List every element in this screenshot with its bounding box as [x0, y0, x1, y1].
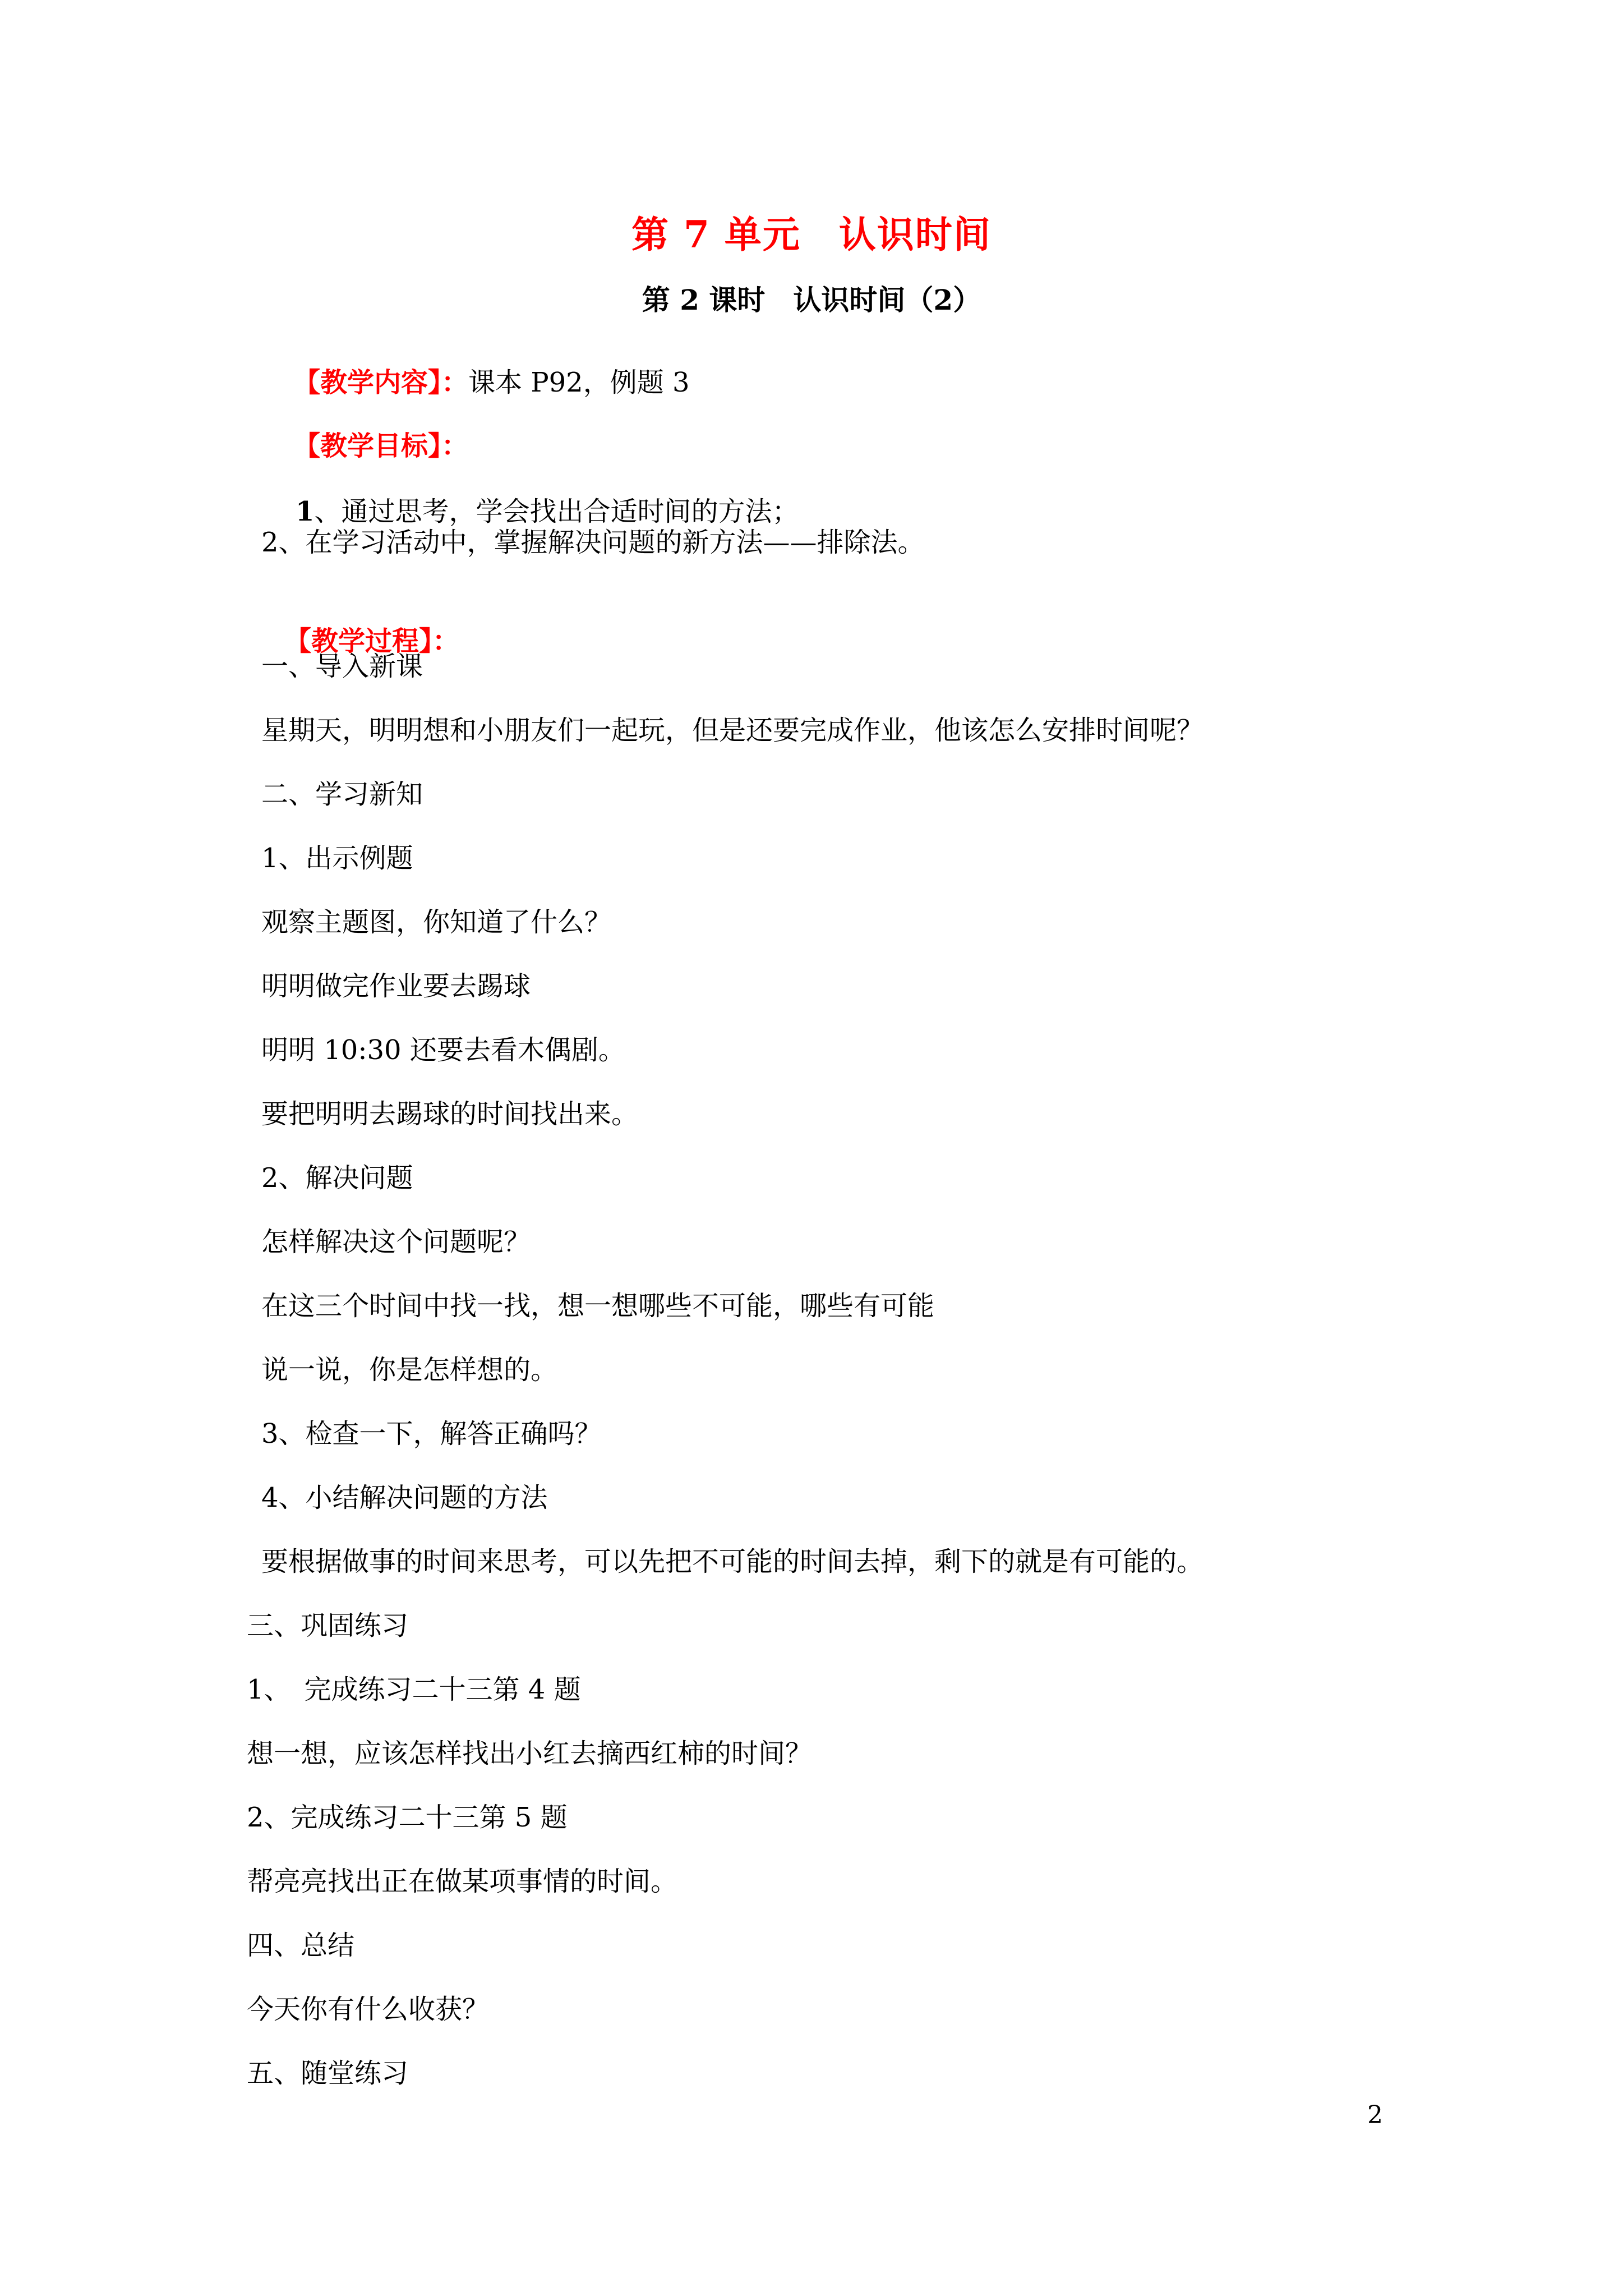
teaching-content-line: 【教学内容】：课本 P92，例题 3	[293, 367, 690, 398]
list-item: 明明做完作业要去踢球	[261, 970, 531, 1002]
list-item: 2、解决问题	[261, 1162, 413, 1194]
list-item: 四、总结	[247, 1930, 355, 1961]
list-item: 2、完成练习二十三第 5 题	[247, 1802, 568, 1833]
lesson-subtitle: 第 2 课时 认识时间（2）	[642, 283, 981, 316]
goal-item-2: 2、在学习活动中，掌握解决问题的新方法——排除法。	[261, 527, 925, 558]
list-item: 说一说，你是怎样想的。	[261, 1354, 558, 1386]
list-item: 明明 10:30 还要去看木偶剧。	[261, 1034, 625, 1066]
list-item: 五、随堂练习	[247, 2058, 409, 2089]
list-item: 1、 完成练习二十三第 4 题	[247, 1674, 581, 1705]
list-item: 怎样解决这个问题呢？	[261, 1226, 531, 1258]
list-item: 三、巩固练习	[247, 1610, 409, 1641]
list-item: 4、小结解决问题的方法	[261, 1482, 548, 1513]
list-item: 想一想，应该怎样找出小红去摘西红柿的时间？	[247, 1738, 813, 1769]
list-item: 3、检查一下，解答正确吗？	[261, 1418, 602, 1450]
teaching-goals-label: 【教学目标】	[293, 430, 442, 462]
page-number: 2	[1367, 2101, 1383, 2129]
list-item: 今天你有什么收获？	[247, 1994, 490, 2025]
list-item: 要把明明去踢球的时间找出来。	[261, 1098, 639, 1130]
list-item: 1、出示例题	[261, 843, 413, 874]
page-title: 第 7 单元 认识时间	[631, 213, 992, 256]
goal-1-text: 、通过思考，学会找出合适时间的方法；	[314, 496, 799, 527]
teaching-goals-line: 【教学目标】：	[293, 430, 469, 462]
list-item: 二、学习新知	[261, 779, 423, 810]
teaching-content-label: 【教学内容】	[293, 367, 442, 398]
teaching-process-label: 【教学过程】：	[284, 625, 460, 657]
list-item: 在这三个时间中找一找，想一想哪些不可能，哪些有可能	[261, 1290, 935, 1322]
list-item: 观察主题图，你知道了什么？	[261, 907, 612, 938]
goal-1-number: 1	[296, 496, 315, 527]
teaching-content-text: 课本 P92，例题 3	[468, 367, 690, 398]
list-item: 星期天，明明想和小朋友们一起玩，但是还要完成作业，他该怎么安排时间呢？	[261, 715, 1204, 746]
list-item: 一、导入新课	[261, 651, 423, 682]
list-item: 要根据做事的时间来思考，可以先把不可能的时间去掉，剩下的就是有可能的。	[261, 1546, 1204, 1577]
list-item: 帮亮亮找出正在做某项事情的时间。	[247, 1866, 678, 1897]
